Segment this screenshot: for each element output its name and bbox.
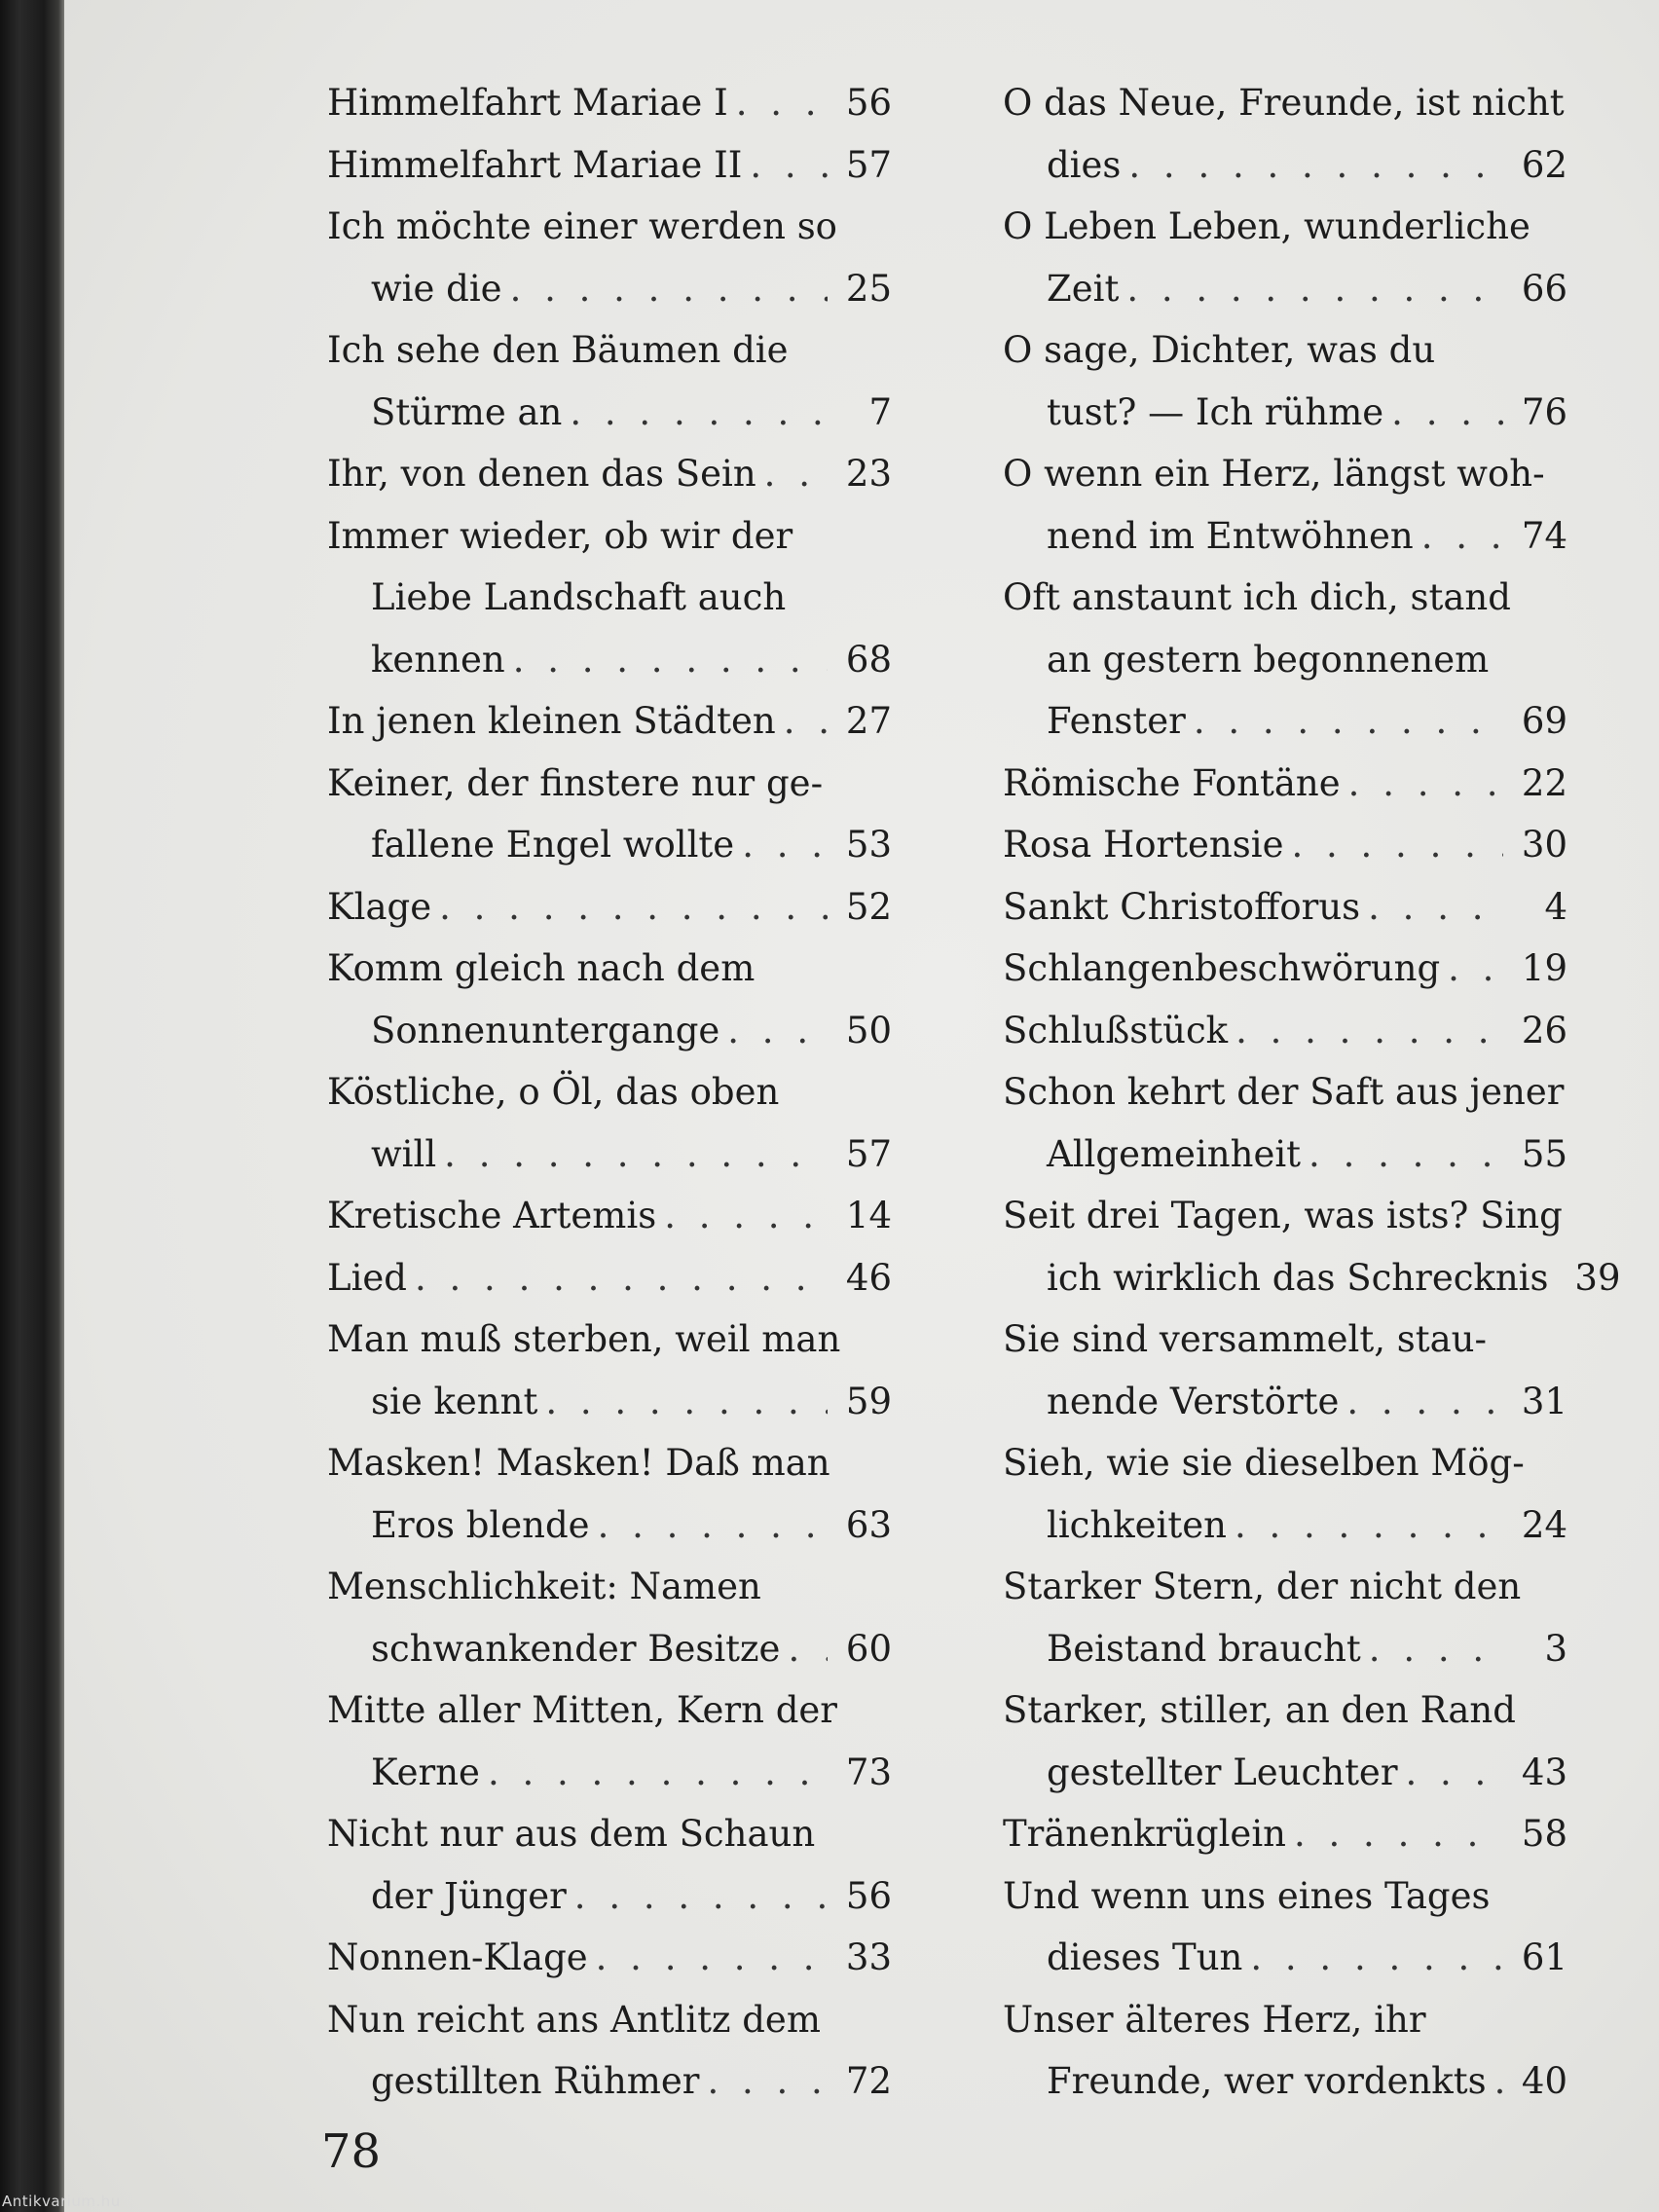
entry-title: Allgemeinheit xyxy=(1047,1132,1302,1175)
index-entry xyxy=(327,1185,892,1247)
dot-leader xyxy=(1235,1000,1503,1062)
entry-page-number: 57 xyxy=(845,1132,892,1175)
entry-page-number: 27 xyxy=(845,700,892,742)
entry-title: Köstliche, o Öl, das oben xyxy=(327,1071,780,1113)
index-entry-line xyxy=(1003,1556,1567,1618)
entry-page-number: 25 xyxy=(845,267,892,310)
index-entry-line xyxy=(1003,1618,1567,1680)
index-entry-line xyxy=(327,196,892,258)
dot-leader xyxy=(1391,382,1503,444)
index-entry-line xyxy=(1003,567,1567,629)
dot-leader xyxy=(444,1124,828,1186)
entry-title: Freunde, wer vordenkts xyxy=(1047,2060,1487,2102)
index-entry xyxy=(327,1432,892,1556)
index-entry xyxy=(327,196,892,319)
entry-title: Rosa Hortensie xyxy=(1003,824,1284,866)
entry-title: Kerne xyxy=(371,1751,480,1793)
index-entry xyxy=(327,938,892,1061)
index-entry-line xyxy=(1003,1989,1567,2051)
entry-title: tust? — Ich rühme xyxy=(1047,390,1384,433)
entry-page-number: 74 xyxy=(1521,514,1567,557)
entry-page-number: 40 xyxy=(1521,2060,1567,2102)
index-entry-line xyxy=(327,134,892,197)
index-entry xyxy=(1003,1679,1567,1803)
index-entry-line xyxy=(327,72,892,134)
entry-title: Himmelfahrt Mariae II xyxy=(327,143,743,186)
index-entry xyxy=(1003,938,1567,1000)
index-entry xyxy=(327,1309,892,1432)
index-entry-line xyxy=(1003,1247,1621,1309)
index-entry-line xyxy=(327,505,892,568)
entry-page-number: 66 xyxy=(1521,267,1567,310)
entry-title: Schon kehrt der Saft aus jener xyxy=(1003,1071,1565,1113)
entry-title: gestellter Leuchter xyxy=(1047,1751,1398,1793)
dot-leader xyxy=(1494,2050,1503,2113)
dot-leader xyxy=(736,72,828,134)
index-entry-line xyxy=(1003,1927,1567,1989)
entry-title: Tränenkrüglein xyxy=(1003,1813,1286,1855)
index-entry xyxy=(1003,1989,1567,2113)
entry-title: Schlangenbeschwörung xyxy=(1003,947,1441,989)
index-entry-line xyxy=(1003,1432,1567,1494)
index-entry-line xyxy=(1003,1865,1567,1928)
dot-leader xyxy=(1348,753,1503,815)
index-entry xyxy=(1003,1432,1567,1556)
dot-leader xyxy=(1421,505,1503,568)
entry-page-number: 76 xyxy=(1521,390,1567,433)
entry-page-number: 57 xyxy=(845,143,892,186)
dot-leader xyxy=(545,1371,828,1433)
index-entry-line xyxy=(1003,72,1567,134)
entry-title: O das Neue, Freunde, ist nicht xyxy=(1003,82,1565,124)
entry-title: Und wenn uns eines Tages xyxy=(1003,1874,1491,1917)
page-number-folio: 78 xyxy=(321,2124,382,2179)
index-entry-line xyxy=(327,690,892,753)
index-entry-line xyxy=(327,1185,892,1247)
entry-title: Sieh, wie sie dieselben Mög- xyxy=(1003,1442,1525,1484)
entry-page-number: 19 xyxy=(1521,947,1567,989)
index-entry xyxy=(327,443,892,505)
index-entry-line xyxy=(1003,690,1567,753)
dot-leader xyxy=(1235,1494,1503,1557)
entry-title: Man muß sterben, weil man xyxy=(327,1318,841,1360)
index-entry xyxy=(327,1679,892,1803)
entry-page-number: 23 xyxy=(845,453,892,495)
index-entry xyxy=(327,876,892,939)
index-entry-line xyxy=(327,876,892,939)
index-entry xyxy=(327,1927,892,1989)
index-entry xyxy=(327,1989,892,2113)
entry-title: Immer wieder, ob wir der xyxy=(327,514,793,557)
dot-leader xyxy=(570,382,828,444)
index-entry-line xyxy=(327,1309,892,1371)
index-entry-line xyxy=(1003,814,1567,876)
entry-title: Masken! Masken! Daß man xyxy=(327,1442,830,1484)
entry-page-number: 30 xyxy=(1521,824,1567,866)
index-entry-line xyxy=(327,1061,892,1124)
entry-page-number: 72 xyxy=(845,2060,892,2102)
dot-leader xyxy=(598,1494,828,1557)
entry-title: Nun reicht ans Antlitz dem xyxy=(327,1998,821,2041)
watermark: Antikvarium.hu xyxy=(2,2193,121,2210)
entry-title: Unser älteres Herz, ihr xyxy=(1003,1998,1426,2041)
index-entry-line xyxy=(1003,258,1567,320)
dot-leader xyxy=(1128,134,1503,197)
entry-page-number: 3 xyxy=(1544,1627,1567,1670)
dot-leader xyxy=(764,443,828,505)
entry-page-number: 58 xyxy=(1521,1813,1567,1855)
index-entry xyxy=(1003,1185,1621,1309)
index-entry-line xyxy=(1003,1309,1567,1371)
entry-title: Beistand braucht xyxy=(1047,1627,1361,1670)
entry-page-number: 52 xyxy=(845,885,892,928)
dot-leader xyxy=(664,1185,828,1247)
index-entry-line xyxy=(327,1865,892,1928)
entry-page-number: 43 xyxy=(1521,1751,1567,1793)
dot-leader xyxy=(439,876,828,939)
entry-title: kennen xyxy=(371,638,505,681)
entry-page-number: 4 xyxy=(1544,885,1567,928)
entry-page-number: 55 xyxy=(1521,1132,1567,1175)
index-entry-line xyxy=(327,1124,892,1186)
entry-title: ich wirklich das Schrecknis xyxy=(1047,1256,1549,1299)
index-entry xyxy=(327,134,892,197)
entry-title: Sankt Christofforus xyxy=(1003,885,1361,928)
entry-title: Menschlichkeit: Namen xyxy=(327,1566,761,1607)
index-entry-line xyxy=(327,1679,892,1742)
entry-title: Ich möchte einer werden so xyxy=(327,205,837,247)
entry-title: Fenster xyxy=(1047,700,1186,742)
index-entry xyxy=(1003,1061,1567,1185)
index-entry xyxy=(327,505,892,691)
index-entry xyxy=(1003,567,1567,753)
entry-page-number: 56 xyxy=(845,82,892,124)
entry-page-number: 14 xyxy=(845,1195,892,1236)
index-entry-line xyxy=(327,1247,892,1309)
index-entry xyxy=(327,72,892,134)
index-entry-line xyxy=(1003,1742,1567,1804)
index-entry-line xyxy=(327,567,892,629)
index-entry-line xyxy=(1003,196,1567,258)
dot-leader xyxy=(1346,1371,1503,1433)
index-entry-line xyxy=(1003,1000,1567,1062)
entry-title: Zeit xyxy=(1047,267,1120,310)
index-entry xyxy=(1003,876,1567,939)
entry-page-number: 50 xyxy=(845,1009,892,1051)
dot-leader xyxy=(750,134,828,197)
entry-title: Starker, stiller, an den Rand xyxy=(1003,1689,1516,1731)
index-entry-line xyxy=(1003,1679,1567,1742)
index-entry xyxy=(1003,1309,1567,1432)
entry-page-number: 61 xyxy=(1521,1936,1567,1978)
entry-title: In jenen kleinen Städten xyxy=(327,700,776,742)
entry-title: schwankender Besitze xyxy=(371,1627,781,1670)
entry-title: Starker Stern, der nicht den xyxy=(1003,1566,1522,1607)
index-entry-line xyxy=(327,1618,892,1680)
dot-leader xyxy=(784,690,828,753)
index-entry-line xyxy=(1003,1371,1567,1433)
index-column-right xyxy=(1003,72,1621,2113)
index-entry-line xyxy=(1003,1124,1567,1186)
entry-title: Nicht nur aus dem Schaun xyxy=(327,1813,816,1855)
entry-title: wie die xyxy=(371,267,502,310)
dot-leader xyxy=(1309,1124,1503,1186)
dot-leader xyxy=(415,1247,828,1309)
entry-title: Kretische Artemis xyxy=(327,1195,657,1236)
entry-title: Klage xyxy=(327,885,432,928)
index-entry xyxy=(327,690,892,753)
index-entry-line xyxy=(327,753,892,815)
index-entry xyxy=(327,753,892,876)
index-entry-line xyxy=(327,319,892,382)
entry-title: will xyxy=(371,1132,437,1175)
index-entry-line xyxy=(327,1927,892,1989)
index-entry xyxy=(327,1247,892,1309)
dot-leader xyxy=(574,1865,828,1928)
index-entry-line xyxy=(327,443,892,505)
dot-leader xyxy=(510,258,828,320)
index-entry xyxy=(1003,72,1567,196)
entry-title: dies xyxy=(1047,143,1122,186)
index-entry-line xyxy=(327,1371,892,1433)
index-entry xyxy=(1003,196,1567,319)
entry-title: Seit drei Tagen, was ists? Sing xyxy=(1003,1195,1563,1236)
index-entry-line xyxy=(327,2050,892,2113)
index-entry-line xyxy=(1003,319,1567,382)
entry-title: Stürme an xyxy=(371,390,563,433)
index-entry-line xyxy=(1003,876,1567,939)
dot-leader xyxy=(727,1000,828,1062)
index-entry-line xyxy=(327,629,892,691)
entry-title: Ihr, von denen das Sein xyxy=(327,453,756,495)
index-entry xyxy=(1003,753,1567,815)
entry-title: Mitte aller Mitten, Kern der xyxy=(327,1689,837,1731)
entry-page-number: 69 xyxy=(1521,700,1567,742)
entry-title: fallene Engel wollte xyxy=(371,824,735,866)
entry-title: der Jünger xyxy=(371,1874,567,1917)
index-entry-line xyxy=(327,814,892,876)
entry-title: O sage, Dichter, was du xyxy=(1003,329,1436,371)
entry-title: O wenn ein Herz, längst woh- xyxy=(1003,453,1545,495)
index-entry-line xyxy=(1003,1185,1567,1247)
entry-page-number: 46 xyxy=(845,1256,892,1299)
entry-page-number: 60 xyxy=(845,1627,892,1670)
dot-leader xyxy=(1194,690,1503,753)
entry-title: an gestern begonnenem xyxy=(1047,638,1490,681)
entry-title: Nonnen-Klage xyxy=(327,1936,588,1978)
entry-title: Oft anstaunt ich dich, stand xyxy=(1003,576,1511,618)
entry-title: Sie sind versammelt, stau- xyxy=(1003,1318,1488,1360)
dot-leader xyxy=(488,1742,828,1804)
dot-leader xyxy=(1406,1742,1503,1804)
index-entry xyxy=(327,1803,892,1927)
index-entry-line xyxy=(327,1742,892,1804)
index-entry-line xyxy=(327,1000,892,1062)
entry-title: gestillten Rühmer xyxy=(371,2060,700,2102)
index-entry-line xyxy=(1003,505,1567,568)
index-entry xyxy=(1003,319,1567,443)
index-entry-line xyxy=(1003,382,1567,444)
entry-title: Himmelfahrt Mariae I xyxy=(327,82,728,124)
entry-page-number: 59 xyxy=(845,1380,892,1422)
index-entry xyxy=(1003,1000,1567,1062)
dot-leader xyxy=(1126,258,1503,320)
index-entry xyxy=(1003,814,1567,876)
entry-page-number: 73 xyxy=(845,1751,892,1793)
book-spine-edge xyxy=(0,0,64,2212)
dot-leader xyxy=(1294,1803,1503,1865)
index-entry-line xyxy=(327,258,892,320)
entry-title: nende Verstörte xyxy=(1047,1380,1340,1422)
index-entry-line xyxy=(1003,753,1567,815)
entry-page-number: 62 xyxy=(1521,143,1567,186)
entry-page-number: 24 xyxy=(1521,1503,1567,1546)
index-entry-line xyxy=(1003,443,1567,505)
entry-title: Eros blende xyxy=(371,1503,590,1546)
dot-leader xyxy=(513,629,828,691)
index-entry-line xyxy=(1003,1494,1567,1557)
entry-title: Komm gleich nach dem xyxy=(327,947,756,989)
index-entry xyxy=(1003,1556,1567,1679)
entry-title: sie kennt xyxy=(371,1380,538,1422)
entry-title: Sonnenuntergange xyxy=(371,1009,720,1051)
index-column-left xyxy=(327,72,892,2113)
dot-leader xyxy=(1291,814,1503,876)
entry-title: O Leben Leben, wunderliche xyxy=(1003,205,1530,247)
entry-page-number: 39 xyxy=(1574,1256,1621,1299)
dot-leader xyxy=(1448,938,1503,1000)
entry-page-number: 26 xyxy=(1521,1009,1567,1051)
entry-title: Liebe Landschaft auch xyxy=(371,576,787,618)
dot-leader xyxy=(1369,1618,1503,1680)
dot-leader xyxy=(742,814,828,876)
index-entry-line xyxy=(327,1803,892,1865)
index-entry-line xyxy=(327,1432,892,1494)
index-entry-line xyxy=(1003,134,1567,197)
index-entry-line xyxy=(327,1556,892,1618)
dot-leader xyxy=(788,1618,828,1680)
entry-title: dieses Tun xyxy=(1047,1936,1243,1978)
index-entry-line xyxy=(327,1494,892,1557)
index-entry-line xyxy=(1003,1803,1567,1865)
entry-title: nend im Entwöhnen xyxy=(1047,514,1414,557)
dot-leader xyxy=(1250,1927,1503,1989)
index-entry-line xyxy=(327,1989,892,2051)
entry-page-number: 63 xyxy=(845,1503,892,1546)
index-entry-line xyxy=(327,382,892,444)
entry-page-number: 31 xyxy=(1521,1380,1567,1422)
entry-page-number: 68 xyxy=(845,638,892,681)
dot-leader xyxy=(1368,876,1503,939)
index-entry xyxy=(327,1556,892,1679)
index-entry-line xyxy=(327,938,892,1000)
index-entry-line xyxy=(1003,629,1567,691)
index-entry xyxy=(1003,443,1567,567)
dot-leader xyxy=(707,2050,828,2113)
entry-page-number: 7 xyxy=(868,390,892,433)
entry-title: Keiner, der finstere nur ge- xyxy=(327,761,824,804)
index-entry xyxy=(1003,1803,1567,1865)
index-entry-line xyxy=(1003,1061,1567,1124)
entry-title: lichkeiten xyxy=(1047,1503,1227,1546)
entry-page-number: 33 xyxy=(845,1936,892,1978)
index-entry xyxy=(327,1061,892,1185)
entry-title: Ich sehe den Bäumen die xyxy=(327,329,789,371)
entry-page-number: 22 xyxy=(1521,761,1567,804)
entry-page-number: 56 xyxy=(845,1874,892,1917)
dot-leader xyxy=(596,1927,828,1989)
index-entry xyxy=(327,319,892,443)
index-entry-line xyxy=(1003,2050,1567,2113)
index-entry-line xyxy=(1003,938,1567,1000)
index-entry xyxy=(1003,1865,1567,1989)
entry-page-number: 53 xyxy=(845,824,892,866)
entry-title: Schlußstück xyxy=(1003,1009,1229,1051)
entry-title: Lied xyxy=(327,1256,407,1299)
entry-title: Römische Fontäne xyxy=(1003,761,1341,804)
